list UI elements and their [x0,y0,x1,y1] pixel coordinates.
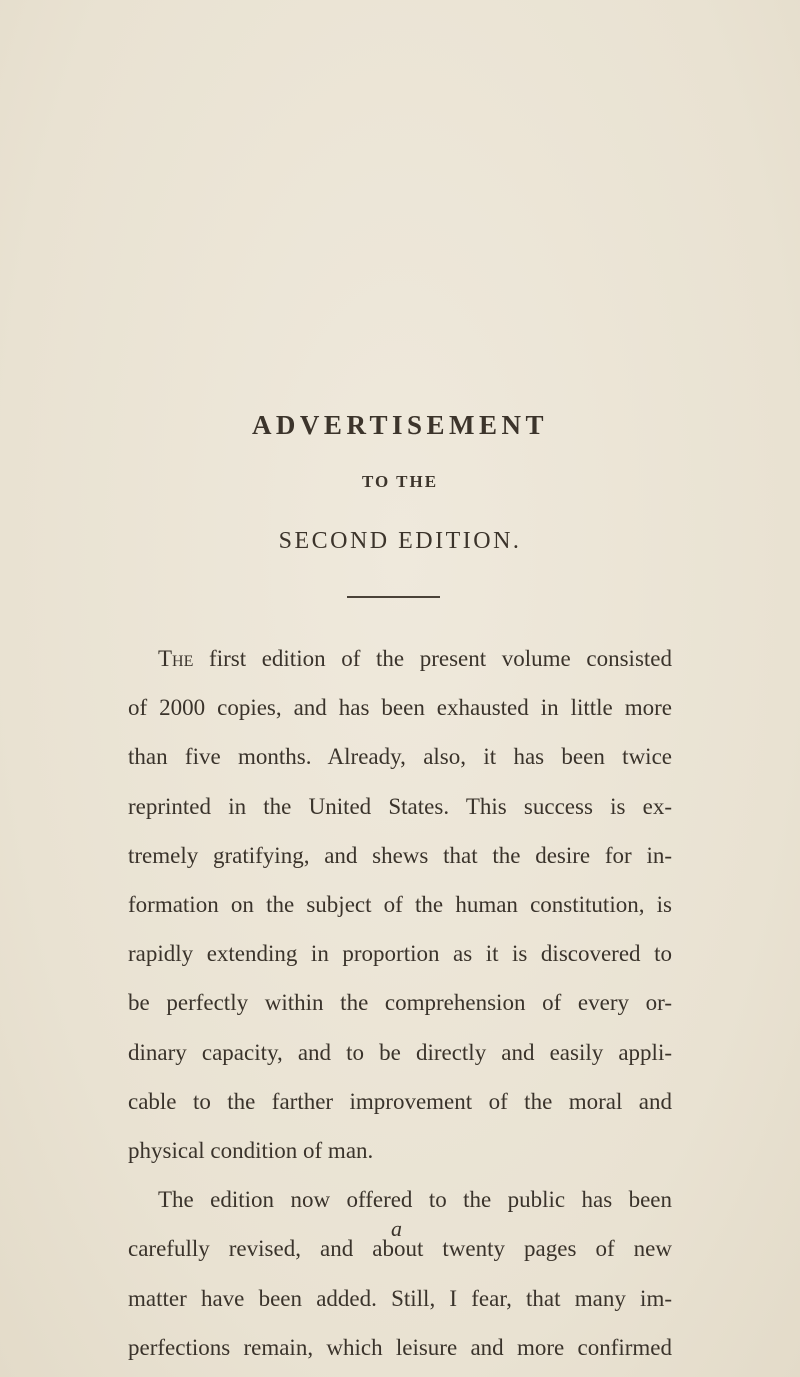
body-text [128,634,672,1372]
paragraph-2-line: carefully revised, and about twenty pages of new [128,1236,672,1262]
paragraph-1-line: rapidly extending in proportion as it is discovered to [128,941,672,967]
paragraph-1-line: reprinted in the United States. This success is ex- [128,793,672,819]
lead-word: The [158,646,194,671]
paragraph-2-line: The edition now offered to the public has been [158,1187,672,1213]
paragraph-1-line-1: The first edition of the present volume consisted [158,646,672,671]
paragraph-1-line: tremely gratifying, and shews that the desire for in- [128,842,672,868]
paragraph-1-line: than five months. Already, also, it has been twice [128,744,672,770]
signature-mark: a [391,1216,402,1241]
page-heading: ADVERTISEMENT [251,410,549,440]
edition-title: SECOND EDITION. [278,528,522,554]
paragraph-1-line: dinary capacity, and to be directly and easily appli- [128,1039,672,1065]
paragraph-1-line: physical condition of man. [128,1138,374,1164]
paragraph-2-line: perfections remain, which leisure and more confirmed [128,1334,672,1360]
paragraph-2-line: matter have been added. Still, I fear, that many im- [128,1285,672,1311]
paragraph-1-line: be perfectly within the comprehension of every or- [128,990,672,1016]
paragraph-1-line: cable to the farther improvement of the moral and [128,1088,672,1114]
divider-rule [347,596,440,598]
paragraph-1-line: formation on the subject of the human constitution, is [128,892,672,918]
paragraph-1-line: of 2000 copies, and has been exhausted in little more [128,695,672,721]
page-subheading: TO THE [361,472,439,491]
